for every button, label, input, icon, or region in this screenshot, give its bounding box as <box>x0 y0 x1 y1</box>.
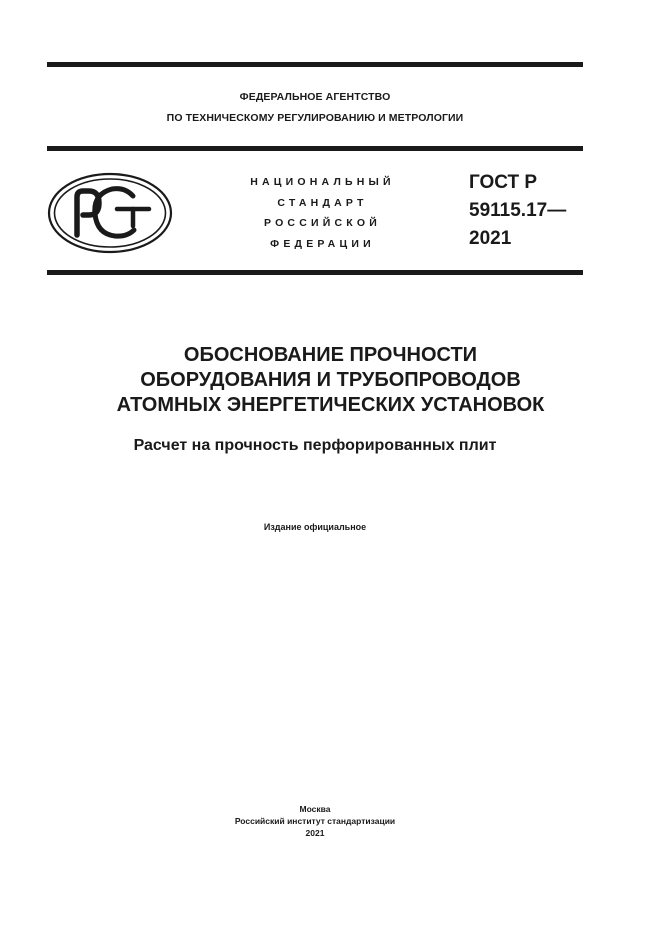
title-line1: ОБОСНОВАНИЕ ПРОЧНОСТИ <box>183 344 478 366</box>
document-subtitle: Расчет на прочность перфорированных плит <box>133 437 497 454</box>
standard-type-line1: НАЦИОНАЛЬНЫЙ <box>250 176 395 188</box>
section-rule <box>47 270 583 275</box>
imprint-city: Москва <box>299 804 331 814</box>
top-rule <box>47 62 583 67</box>
standard-type-line3: РОССИЙСКОЙ <box>264 217 381 229</box>
edition-note: Издание официальное <box>263 522 367 532</box>
standard-type-line4: ФЕДЕРАЦИИ <box>270 237 375 250</box>
title-line3: АТОМНЫХ ЭНЕРГЕТИЧЕСКИХ УСТАНОВОК <box>116 394 545 416</box>
designation-line3: 2021 <box>469 228 512 249</box>
agency-name-line2: ПО ТЕХНИЧЕСКОМУ РЕГУЛИРОВАНИЮ И МЕТРОЛОГИИ <box>166 112 464 124</box>
standard-type <box>215 172 430 254</box>
gost-r-logo-icon <box>47 172 173 254</box>
document-title <box>0 343 661 418</box>
designation-line1: ГОСТ Р <box>469 172 538 193</box>
header-rule <box>47 146 583 151</box>
imprint <box>0 803 630 839</box>
agency-name-line1: ФЕДЕРАЛЬНОЕ АГЕНТСТВО <box>239 91 391 103</box>
designation-line2: 59115.17— <box>469 200 567 221</box>
title-line2: ОБОРУДОВАНИЯ И ТРУБОПРОВОДОВ <box>140 369 521 391</box>
standard-type-line2: СТАНДАРТ <box>277 196 368 209</box>
imprint-year: 2021 <box>305 828 325 838</box>
standard-designation <box>469 169 566 253</box>
imprint-publisher: Российский институт стандартизации <box>234 816 396 826</box>
